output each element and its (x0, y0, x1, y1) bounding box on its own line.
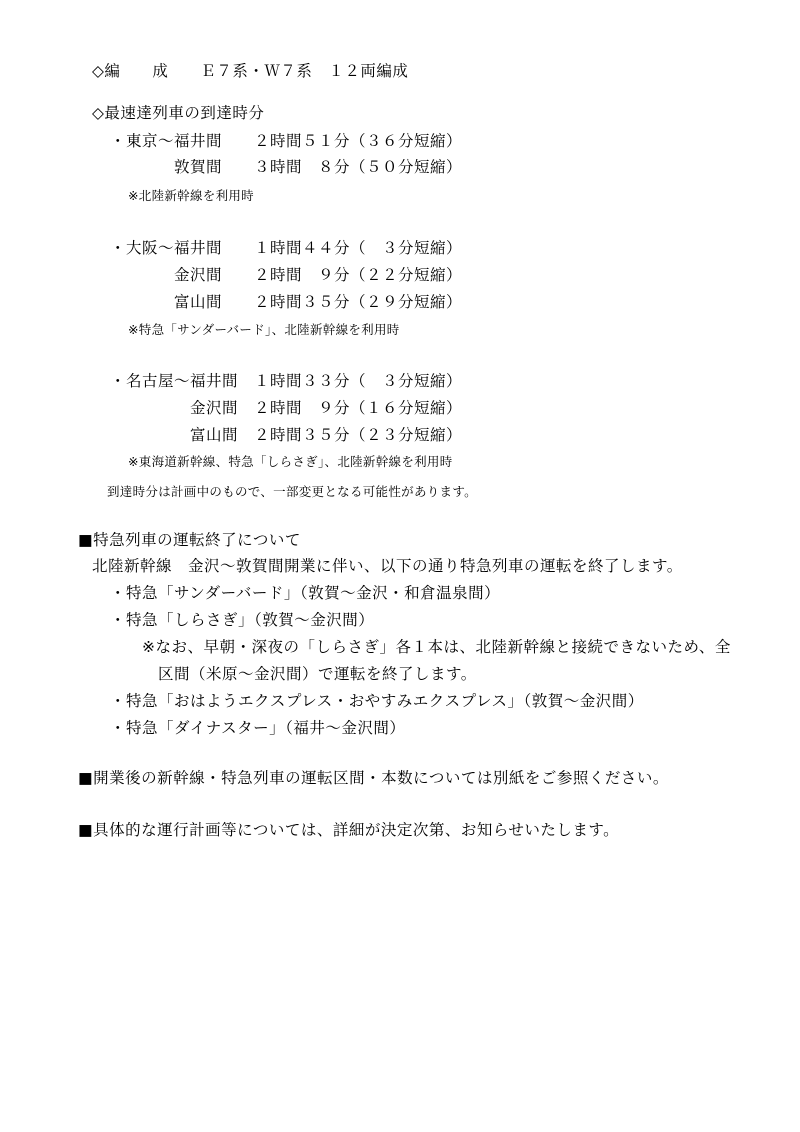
arrival-time-disclaimer: 到達時分は計画中のもので、一部変更となる可能性があります。 (107, 484, 477, 499)
nagoya-fukui-line: ・名古屋〜福井間 １時間３３分（ ３分短縮） (110, 372, 463, 390)
shirasagi-note-line1: ※なお、早朝・深夜の「しらさぎ」各１本は、北陸新幹線と接続できないため、全 (142, 638, 731, 656)
nagoya-kanazawa-line: 金沢間 ２時間 ９分（１６分短縮） (190, 399, 463, 417)
osaka-fukui-line: ・大阪〜福井間 １時間４４分（ ３分短縮） (110, 239, 463, 257)
after-opening-note: ■開業後の新幹線・特急列車の運転区間・本数については別紙をご参照ください。 (78, 769, 669, 787)
nagoya-toyama-line: 富山間 ２時間３５分（２３分短縮） (190, 426, 463, 444)
ohayo-express-item: ・特急「おはようエクスプレス・おやすみエクスプレス」（敦賀〜金沢間） (110, 692, 644, 710)
osaka-note: ※特急「サンダーバード」、北陸新幹線を利用時 (128, 322, 400, 337)
tokyo-tsuruga-line: 敦賀間 ３時間 ８分（５０分短縮） (174, 158, 463, 176)
tokyo-note: ※北陸新幹線を利用時 (128, 188, 254, 203)
shirasagi-item: ・特急「しらさぎ」（敦賀〜金沢間） (110, 611, 375, 629)
limited-express-intro: 北陸新幹線 金沢〜敦賀間開業に伴い、以下の通り特急列車の運転を終了します。 (92, 557, 683, 575)
shirasagi-note-line2: 区間（米原〜金沢間）で運転を終了します。 (158, 665, 477, 683)
tokyo-fukui-line: ・東京〜福井間 ２時間５１分（３６分短縮） (110, 132, 463, 150)
fastest-heading: ◇最速達列車の到達時分 (92, 104, 265, 122)
osaka-kanazawa-line: 金沢間 ２時間 ９分（２２分短縮） (174, 266, 463, 284)
formation-line: ◇編 成 Ｅ７系・Ｗ７系 １２両編成 (92, 62, 409, 80)
osaka-toyama-line: 富山間 ２時間３５分（２９分短縮） (174, 293, 463, 311)
dinastar-item: ・特急「ダイナスター」（福井〜金沢間） (110, 719, 406, 737)
limited-express-heading: ■特急列車の運転終了について (78, 531, 301, 549)
specific-plan-note: ■具体的な運行計画等については、詳細が決定次第、お知らせいたします。 (78, 821, 620, 839)
nagoya-note: ※東海道新幹線、特急「しらさぎ」、北陸新幹線を利用時 (128, 454, 453, 469)
thunderbird-item: ・特急「サンダーバード」（敦賀〜金沢・和倉温泉間） (110, 584, 501, 602)
